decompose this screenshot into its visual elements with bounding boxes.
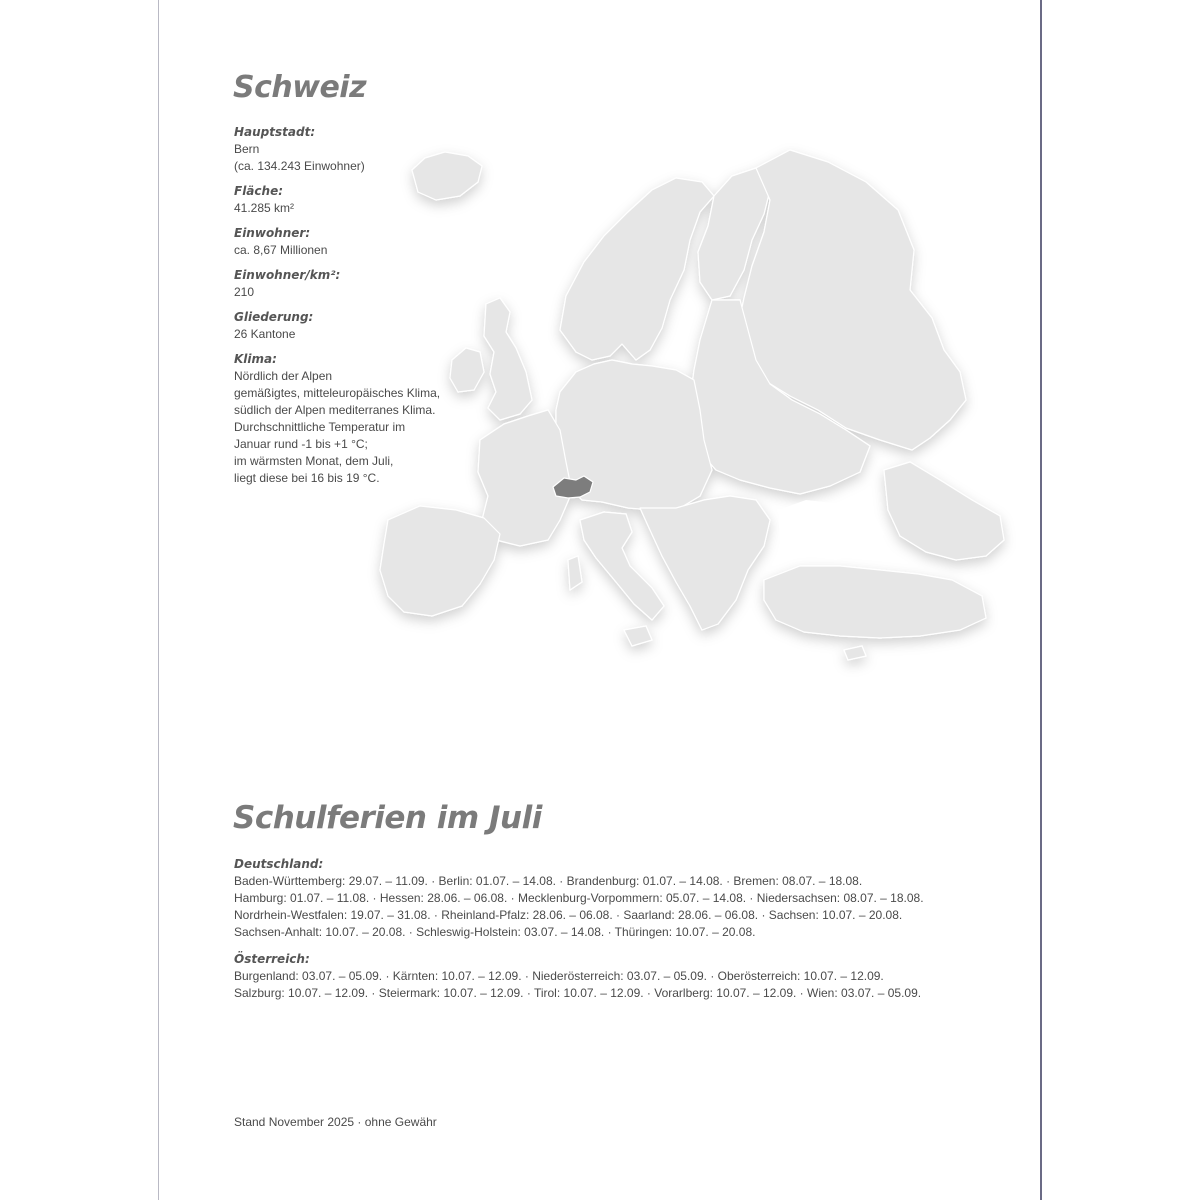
holidays-title: Schulferien im Juli xyxy=(233,800,542,836)
black-sea-shape xyxy=(778,500,884,560)
fact-label: Gliederung: xyxy=(234,310,314,324)
region-austria xyxy=(234,951,954,1002)
turkey-shape xyxy=(764,566,986,638)
great-britain-shape xyxy=(484,298,532,420)
ireland-shape xyxy=(450,348,484,392)
holiday-line: Burgenland: 03.07. – 05.09. · Kärnten: 10.07. – 12.09. · Niederösterreich: 03.07. – 05.09. · Oberösterreich: 10.07. – 12.09. xyxy=(234,969,884,983)
fact-label: Einwohner/km²: xyxy=(234,268,341,282)
fact-label: Klima: xyxy=(234,352,277,366)
fact-value: 210 xyxy=(234,285,255,299)
sardinia-shape xyxy=(568,556,582,590)
region-germany xyxy=(234,856,954,941)
scandinavia-shape xyxy=(560,178,714,360)
holiday-line: Salzburg: 10.07. – 12.09. · Steiermark: 10.07. – 12.09. · Tirol: 10.07. – 12.09. · Vorarlberg: 10.07. – 12.09. · Wien: 03.07. – 05.09. xyxy=(234,986,922,1000)
country-title: Schweiz xyxy=(233,70,367,105)
region-label: Österreich: xyxy=(234,952,310,966)
iberia-shape xyxy=(380,506,500,616)
holiday-line: Hamburg: 01.07. – 11.08. · Hessen: 28.06. – 06.08. · Mecklenburg-Vorpommern: 05.07. – 14.08. · Niedersachsen: 08.07. – 18.08. xyxy=(234,891,924,905)
holiday-line: Sachsen-Anhalt: 10.07. – 20.08. · Schleswig-Holstein: 03.07. – 14.08. · Thüringen: 10.07. – 20.08. xyxy=(234,925,756,939)
fact-value: ca. 8,67 Millionen xyxy=(234,243,328,257)
fact-label: Einwohner: xyxy=(234,226,311,240)
fact-value: 26 Kantone xyxy=(234,327,296,341)
cyprus-shape xyxy=(844,646,866,660)
fact-value: 41.285 km² xyxy=(234,201,295,215)
europe-map xyxy=(350,140,1030,680)
iceland-shape xyxy=(412,152,482,200)
fact-value: Bern (ca. 134.243 Einwohner) xyxy=(234,142,365,173)
holiday-line: Nordrhein-Westfalen: 19.07. – 31.08. · Rheinland-Pfalz: 28.06. – 06.08. · Saarland: 28.06. – 06.08. · Sachsen: 10.07. – 20.08. xyxy=(234,908,903,922)
holidays-section xyxy=(234,856,954,1012)
sicily-shape xyxy=(624,626,652,646)
holiday-line: Baden-Württemberg: 29.07. – 11.09. · Berlin: 01.07. – 14.08. · Brandenburg: 01.07. – 14.08. · Bremen: 08.07. – 18.08. xyxy=(234,874,863,888)
footer-note: Stand November 2025 · ohne Gewähr xyxy=(234,1115,437,1129)
fact-label: Fläche: xyxy=(234,184,284,198)
fact-value: Nördlich der Alpen gemäßigtes, mitteleuropäisches Klima, südlich der Alpen mediterranes Klima. Durchschnittliche Temperatur im Januar rund -1 bis +1 °C; im wärmsten Monat, dem Juli, liegt diese bei 16 bis 19 °C. xyxy=(234,369,441,485)
caucasus-shape xyxy=(884,462,1004,560)
fact-label: Hauptstadt: xyxy=(234,125,316,139)
region-label: Deutschland: xyxy=(234,857,324,871)
